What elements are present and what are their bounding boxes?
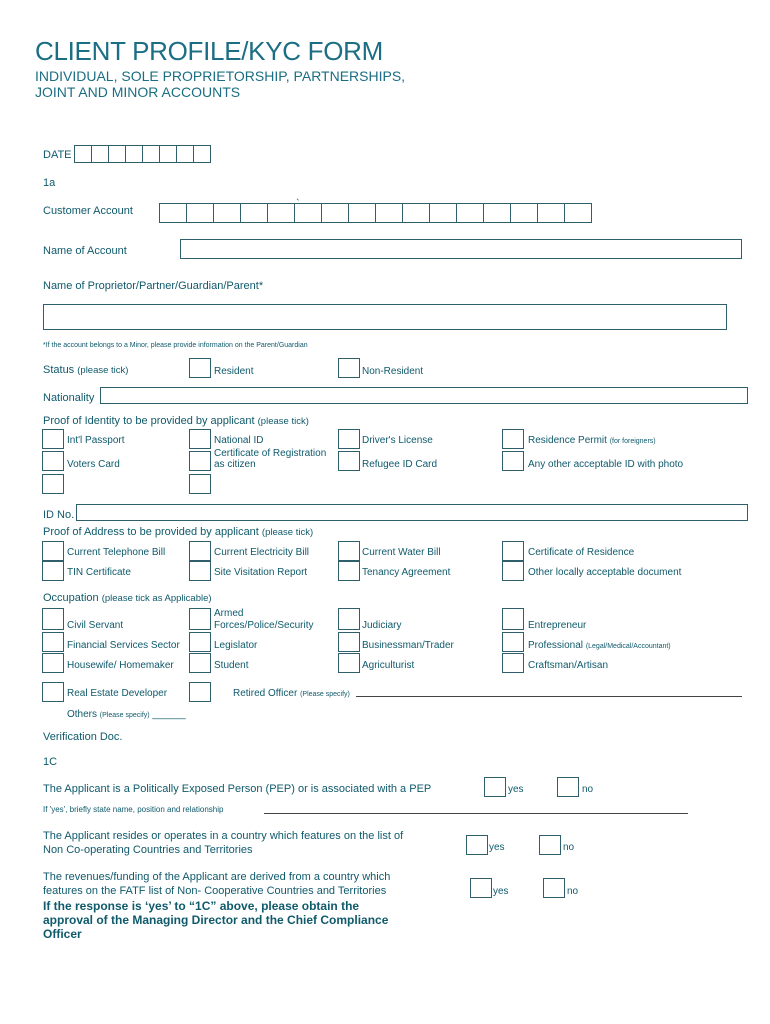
extra-id-checkbox-1[interactable]: [42, 474, 64, 494]
national-id-label: National ID: [214, 435, 264, 446]
tin-cert-checkbox[interactable]: [42, 561, 64, 581]
section-1a-label: 1a: [43, 177, 56, 189]
account-cell[interactable]: [429, 203, 457, 223]
ncct-yes-checkbox[interactable]: [466, 835, 488, 855]
other-id-checkbox[interactable]: [502, 451, 524, 471]
entrepreneur-checkbox[interactable]: [502, 608, 524, 630]
cert-registration-checkbox[interactable]: [189, 451, 211, 471]
water-bill-label: Current Water Bill: [362, 547, 441, 558]
proprietor-field[interactable]: [43, 304, 727, 330]
financial-checkbox[interactable]: [42, 632, 64, 652]
site-visit-checkbox[interactable]: [189, 561, 211, 581]
address-header: Proof of Address to be provided by applicant (please tick): [43, 526, 314, 538]
account-cell[interactable]: [402, 203, 430, 223]
account-cell[interactable]: [321, 203, 349, 223]
date-cell[interactable]: [108, 145, 126, 163]
tenancy-checkbox[interactable]: [338, 561, 360, 581]
pep-question: The Applicant is a Politically Exposed Person (PEP) or is associated with a PEP: [43, 783, 432, 795]
account-cell[interactable]: [267, 203, 295, 223]
voters-card-label: Voters Card: [67, 459, 120, 470]
business-checkbox[interactable]: [338, 632, 360, 652]
judiciary-label: Judiciary: [362, 620, 402, 631]
cert-residence-label: Certificate of Residence: [528, 547, 635, 558]
section-1c-label: 1C: [43, 756, 58, 768]
pep-no-checkbox[interactable]: [557, 777, 579, 797]
tin-cert-label: TIN Certificate: [67, 567, 131, 578]
site-visit-label: Site Visitation Report: [214, 567, 308, 578]
professional-label: Professional (Legal/Medical/Accountant): [528, 640, 671, 651]
agriculturist-checkbox[interactable]: [338, 653, 360, 673]
craftsman-checkbox[interactable]: [502, 653, 524, 673]
account-cell[interactable]: [186, 203, 214, 223]
real-estate-label: Real Estate Developer: [67, 688, 168, 699]
electricity-bill-checkbox[interactable]: [189, 541, 211, 561]
resident-checkbox[interactable]: [189, 358, 211, 378]
minor-note: *If the account belongs to a Minor, please provide information on the Parent/Guardian: [43, 342, 308, 349]
ncct-question-1: The Applicant resides or operates in a country which features on the list of: [43, 830, 404, 842]
account-cell[interactable]: [213, 203, 241, 223]
retired-checkbox[interactable]: [189, 682, 211, 702]
legislator-label: Legislator: [214, 640, 258, 651]
fatf-no-checkbox[interactable]: [543, 878, 565, 898]
date-cell[interactable]: [125, 145, 143, 163]
pep-no-label: no: [582, 784, 594, 795]
non-resident-checkbox[interactable]: [338, 358, 360, 378]
business-label: Businessman/Trader: [362, 640, 454, 651]
form-subtitle-line2: JOINT AND MINOR ACCOUNTS: [35, 84, 241, 100]
housewife-checkbox[interactable]: [42, 653, 64, 673]
extra-id-checkbox-2[interactable]: [189, 474, 211, 494]
telephone-bill-label: Current Telephone Bill: [67, 547, 166, 558]
pep-note-line[interactable]: [264, 813, 688, 814]
form-title: CLIENT PROFILE/KYC FORM: [35, 36, 384, 66]
ncct-yes-label: yes: [489, 842, 505, 853]
other-doc-label: Other locally acceptable document: [528, 567, 682, 578]
fatf-yes-checkbox[interactable]: [470, 878, 492, 898]
account-cell[interactable]: [537, 203, 565, 223]
armed-forces-label-2: Forces/Police/Security: [214, 620, 314, 631]
cert-registration-label-2: as citizen: [214, 459, 256, 470]
agriculturist-label: Agriculturist: [362, 660, 415, 671]
date-input-grid[interactable]: [74, 145, 210, 163]
ncct-no-checkbox[interactable]: [539, 835, 561, 855]
retired-label: Retired Officer (Please specify): [233, 688, 350, 699]
residence-permit-checkbox[interactable]: [502, 429, 524, 449]
date-cell[interactable]: [176, 145, 194, 163]
financial-label: Financial Services Sector: [67, 640, 180, 651]
housewife-label: Housewife/ Homemaker: [67, 660, 174, 671]
refugee-id-label: Refugee ID Card: [362, 459, 438, 470]
id-no-label: ID No.: [43, 509, 75, 521]
account-cell[interactable]: [375, 203, 403, 223]
civil-servant-label: Civil Servant: [67, 620, 124, 631]
account-stray-mark: `: [296, 198, 300, 210]
residence-permit-label: Residence Permit (for foreigners): [528, 435, 656, 446]
fatf-yes-label: yes: [493, 886, 509, 897]
date-cell[interactable]: [159, 145, 177, 163]
customer-account-grid[interactable]: [159, 203, 591, 223]
name-of-account-label: Name of Account: [43, 245, 127, 257]
tenancy-label: Tenancy Agreement: [362, 567, 451, 578]
account-cell[interactable]: [240, 203, 268, 223]
intl-passport-label: Int'l Passport: [67, 435, 125, 446]
account-cell[interactable]: [564, 203, 592, 223]
proprietor-label: Name of Proprietor/Partner/Guardian/Parent*: [43, 280, 264, 292]
approval-line-2: approval of the Managing Director and the Chief Compliance: [43, 913, 389, 927]
approval-line-1: If the response is ‘yes’ to “1C” above, please obtain the: [43, 899, 360, 913]
other-doc-checkbox[interactable]: [502, 561, 524, 581]
nationality-label: Nationality: [43, 392, 95, 404]
resident-label: Resident: [214, 366, 254, 377]
craftsman-label: Craftsman/Artisan: [528, 660, 609, 671]
national-id-checkbox[interactable]: [189, 429, 211, 449]
fatf-question-1: The revenues/funding of the Applicant are derived from a country which: [43, 871, 391, 883]
student-label: Student: [214, 660, 249, 671]
account-cell[interactable]: [456, 203, 484, 223]
student-checkbox[interactable]: [189, 653, 211, 673]
pep-yes-label: yes: [508, 784, 524, 795]
approval-line-3: Officer: [43, 927, 82, 941]
customer-account-label: Customer Account: [43, 205, 133, 217]
date-label: DATE: [43, 149, 72, 161]
real-estate-checkbox[interactable]: [42, 682, 64, 702]
retired-specify-line[interactable]: [356, 696, 742, 697]
legislator-checkbox[interactable]: [189, 632, 211, 652]
identity-header: Proof of Identity to be provided by applicant (please tick): [43, 415, 309, 427]
professional-checkbox[interactable]: [502, 632, 524, 652]
drivers-license-label: Driver's License: [362, 435, 433, 446]
civil-servant-checkbox[interactable]: [42, 608, 64, 630]
date-cell[interactable]: [74, 145, 92, 163]
date-cell[interactable]: [91, 145, 109, 163]
armed-forces-checkbox[interactable]: [189, 608, 211, 630]
verification-label: Verification Doc.: [43, 731, 123, 743]
ncct-no-label: no: [563, 842, 575, 853]
ncct-question-2: Non Co-operating Countries and Territories: [43, 844, 253, 856]
pep-yes-checkbox[interactable]: [484, 777, 506, 797]
drivers-license-checkbox[interactable]: [338, 429, 360, 449]
telephone-bill-checkbox[interactable]: [42, 541, 64, 561]
fatf-question-2: features on the FATF list of Non- Cooperative Countries and Territories: [43, 885, 387, 897]
voters-card-checkbox[interactable]: [42, 451, 64, 471]
water-bill-checkbox[interactable]: [338, 541, 360, 561]
occupation-header: Occupation (please tick as Applicable): [43, 592, 212, 604]
nationality-field[interactable]: [100, 387, 748, 404]
non-resident-label: Non-Resident: [362, 366, 424, 377]
cert-registration-label-1: Certificate of Registration: [214, 448, 327, 459]
cert-residence-checkbox[interactable]: [502, 541, 524, 561]
name-of-account-field[interactable]: [180, 239, 742, 259]
entrepreneur-label: Entrepreneur: [528, 620, 587, 631]
date-cell[interactable]: [142, 145, 160, 163]
id-no-field[interactable]: [76, 504, 748, 521]
fatf-no-label: no: [567, 886, 579, 897]
refugee-id-checkbox[interactable]: [338, 451, 360, 471]
electricity-bill-label: Current Electricity Bill: [214, 547, 310, 558]
status-label: Status (please tick): [43, 364, 129, 376]
pep-note: If 'yes', briefly state name, position and relationship: [43, 805, 224, 814]
account-cell[interactable]: [483, 203, 511, 223]
date-cell[interactable]: [193, 145, 211, 163]
judiciary-checkbox[interactable]: [338, 608, 360, 630]
account-cell[interactable]: [510, 203, 538, 223]
account-cell[interactable]: [159, 203, 187, 223]
armed-forces-label-1: Armed: [214, 608, 244, 619]
intl-passport-checkbox[interactable]: [42, 429, 64, 449]
other-id-label: Any other acceptable ID with photo: [528, 459, 684, 470]
others-label: Others (Please specify) ______: [67, 709, 186, 720]
account-cell[interactable]: [348, 203, 376, 223]
form-subtitle-line1: INDIVIDUAL, SOLE PROPRIETORSHIP, PARTNERSHIPS,: [35, 68, 406, 84]
